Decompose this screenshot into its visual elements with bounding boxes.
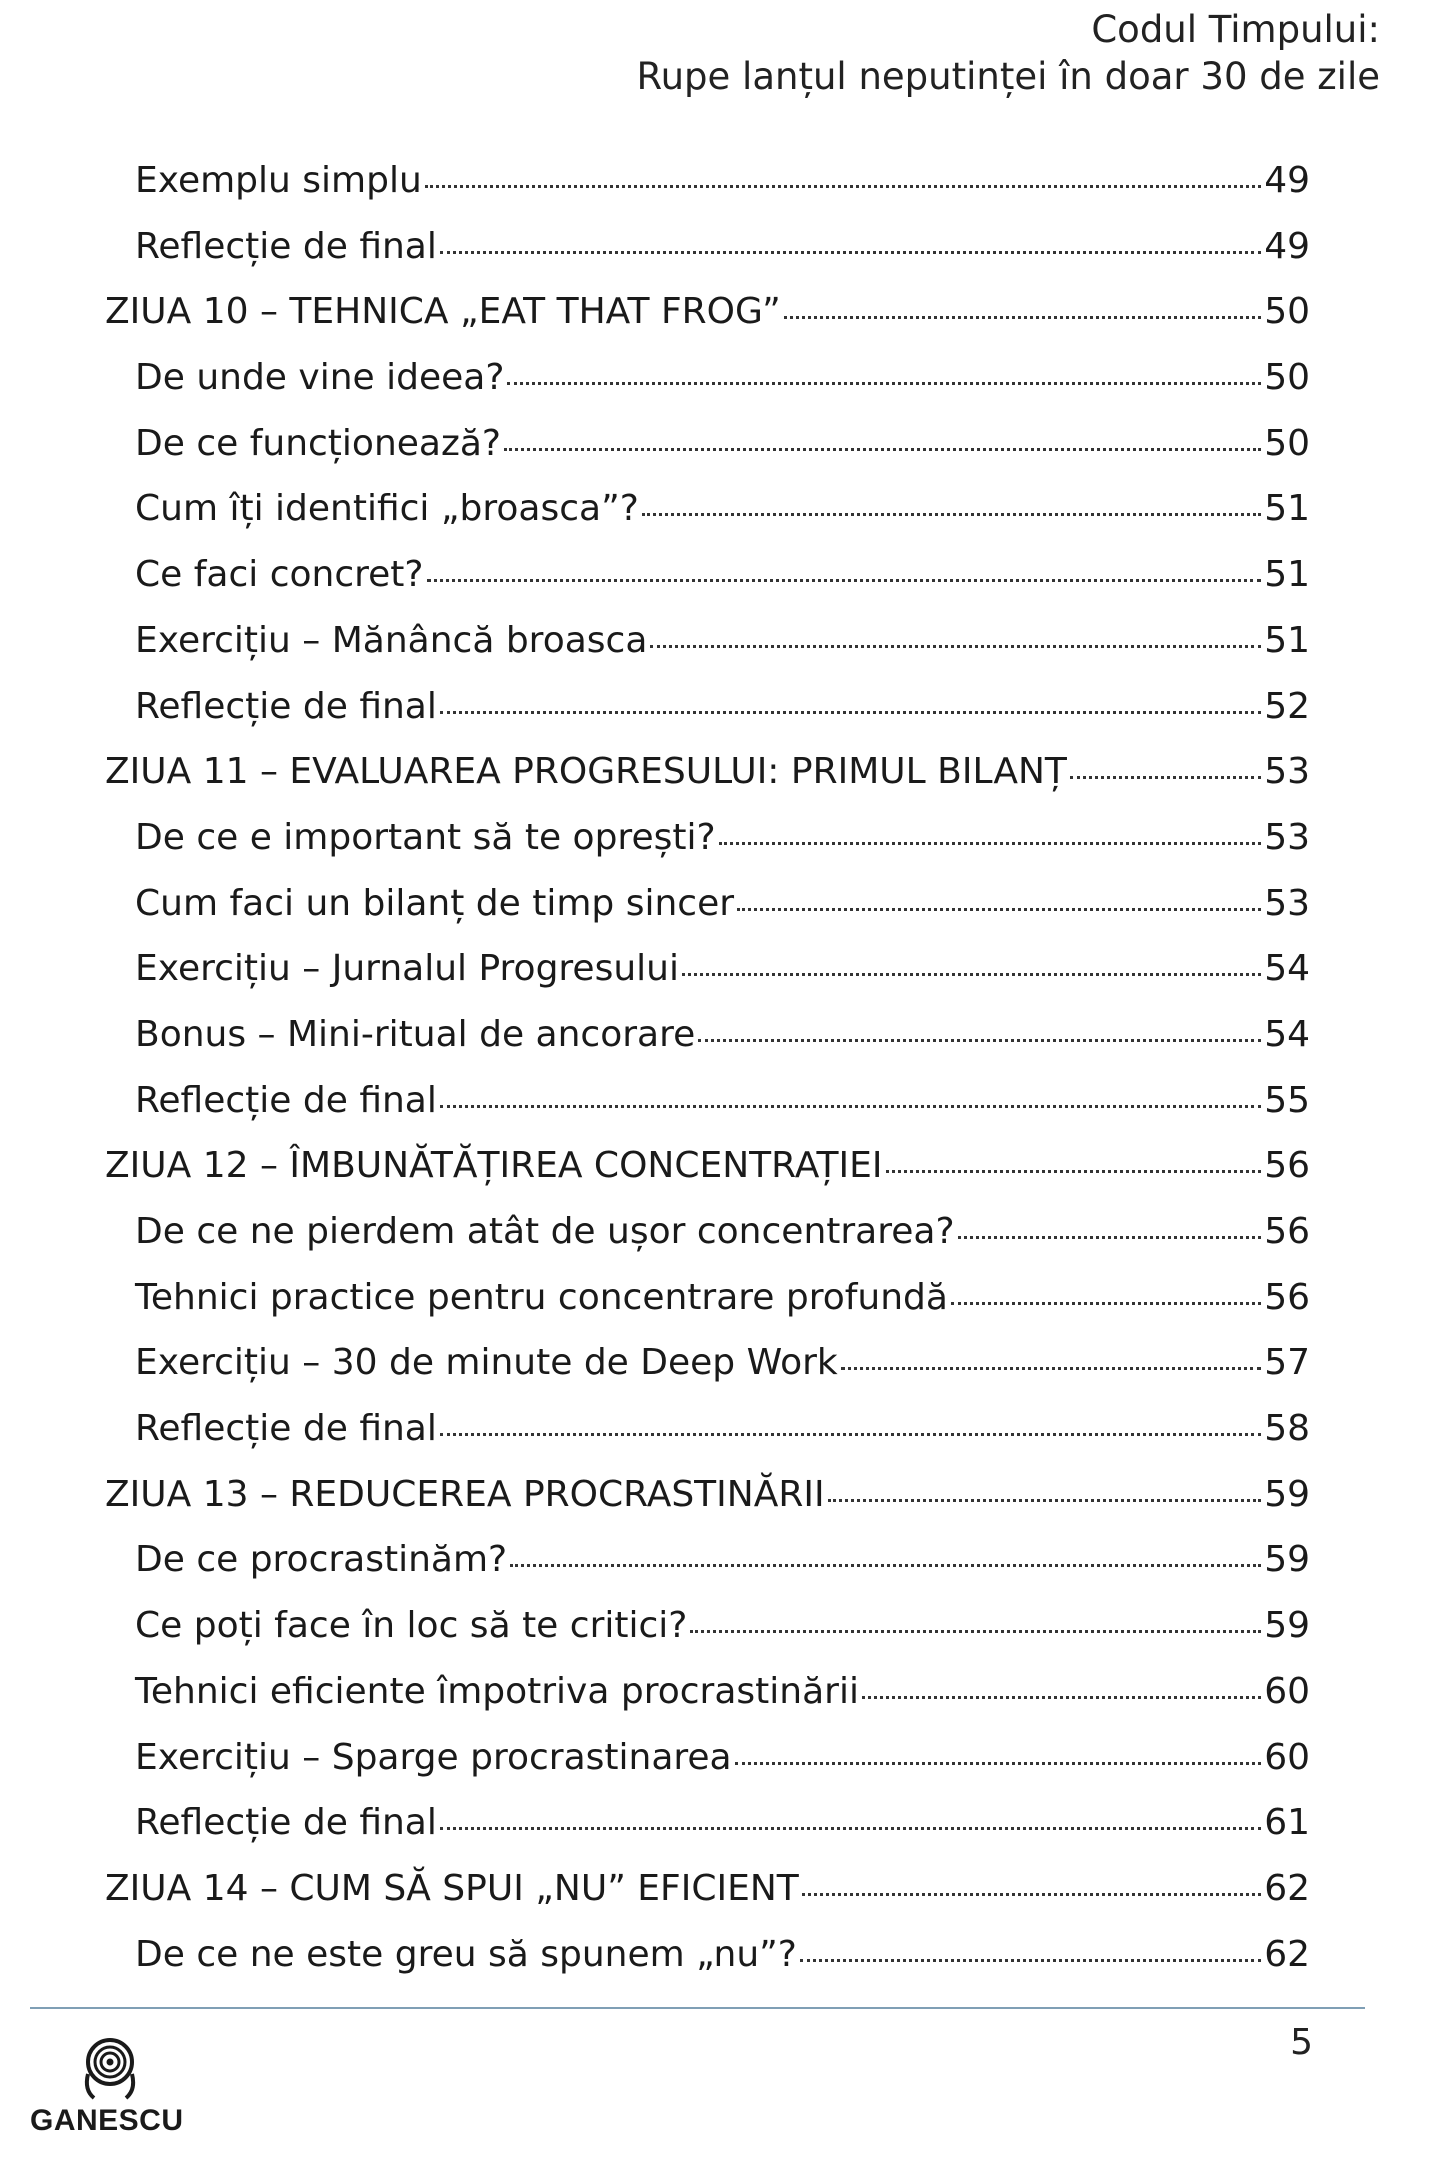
toc-dot-leader: [862, 1680, 1261, 1699]
toc-dot-leader: [958, 1220, 1262, 1239]
page-number: 5: [1290, 2022, 1313, 2063]
toc-dot-leader: [507, 366, 1261, 385]
toc-dot-leader: [951, 1286, 1261, 1305]
toc-dot-leader: [425, 169, 1261, 188]
toc-entry-label: De ce ne este greu să spunem „nu”?: [135, 1933, 797, 1975]
toc-entry-label: Exemplu simplu: [135, 160, 422, 201]
toc-section-entry[interactable]: [105, 148, 1310, 214]
toc-entry-page: 59: [1264, 1605, 1310, 1647]
toc-entry-page: 57: [1264, 1342, 1310, 1384]
footer-divider: [30, 2007, 1365, 2009]
toc-entry-label: Exercițiu – Mănâncă broasca: [135, 619, 648, 661]
toc-dot-leader: [440, 1089, 1261, 1108]
toc-entry-page: 54: [1264, 1013, 1310, 1055]
toc-entry-page: 49: [1264, 225, 1310, 267]
toc-dot-leader: [841, 1351, 1261, 1370]
toc-dot-leader: [650, 629, 1261, 648]
toc-entry-label: Reflecție de final: [135, 225, 437, 267]
toc-dot-leader: [886, 1154, 1262, 1173]
toc-entry-label: Exercițiu – Jurnalul Progresului: [135, 948, 679, 990]
toc-dot-leader: [510, 1548, 1261, 1567]
toc-entry-page: 59: [1264, 1473, 1310, 1515]
toc-entry-label: De ce procrastinăm?: [135, 1539, 508, 1581]
book-subtitle: Rupe lanțul neputinței în doar 30 de zile: [636, 55, 1380, 98]
toc-entry-page: 56: [1264, 1145, 1310, 1187]
toc-dot-leader: [427, 563, 1262, 582]
toc-entry-page: 56: [1264, 1211, 1310, 1252]
toc-entry-label: Tehnici practice pentru concentrare profundă: [135, 1276, 948, 1318]
toc-entry-label: Ce poți face în loc să te critici?: [135, 1605, 688, 1647]
toc-entry-page: 51: [1264, 619, 1310, 661]
toc-entry-label: Tehnici eficiente împotriva procrastinării: [135, 1670, 859, 1712]
toc-entry-page: 53: [1264, 882, 1310, 924]
toc-section-entry[interactable]: [105, 1659, 1310, 1725]
toc-dot-leader: [737, 892, 1261, 911]
toc-dot-leader: [719, 826, 1262, 845]
toc-entry-label: De ce funcționează?: [135, 422, 502, 464]
toc-section-entry[interactable]: [105, 1068, 1310, 1134]
publisher-logo: [30, 2034, 190, 2138]
toc-entry-label: Reflecție de final: [135, 1079, 437, 1121]
toc-entry-label: ZIUA 13 – REDUCEREA PROCRASTINĂRII: [105, 1473, 825, 1515]
toc-dot-leader: [802, 1877, 1261, 1896]
toc-entry-label: Reflecție de final: [135, 1408, 437, 1450]
toc-chapter-entry[interactable]: [105, 1856, 1310, 1922]
fingerprint-head-icon: [80, 2034, 140, 2100]
book-title: Codul Timpului:: [1091, 8, 1380, 51]
toc-entry-label: Bonus – Mini-ritual de ancorare: [135, 1013, 696, 1055]
toc-chapter-entry[interactable]: [105, 279, 1310, 345]
toc-dot-leader: [690, 1614, 1261, 1633]
toc-section-entry[interactable]: [105, 411, 1310, 477]
toc-entry-page: 60: [1264, 1736, 1310, 1778]
toc-chapter-entry[interactable]: [105, 1462, 1310, 1528]
toc-entry-label: De ce e important să te oprești?: [135, 816, 716, 858]
toc-dot-leader: [784, 300, 1261, 319]
toc-entry-page: 50: [1264, 357, 1310, 399]
toc-entry-label: ZIUA 12 – ÎMBUNĂTĂȚIREA CONCENTRAȚIEI: [105, 1145, 883, 1187]
toc-dot-leader: [440, 695, 1261, 714]
toc-entry-page: 51: [1264, 488, 1310, 530]
toc-section-entry[interactable]: [105, 1922, 1310, 1988]
toc-entry-label: Reflecție de final: [135, 1802, 437, 1844]
toc-entry-page: 61: [1264, 1802, 1310, 1844]
toc-entry-label: Exercițiu – 30 de minute de Deep Work: [135, 1342, 838, 1384]
toc-section-entry[interactable]: [105, 1330, 1310, 1396]
toc-section-entry[interactable]: [105, 345, 1310, 411]
toc-entry-page: 53: [1264, 816, 1310, 858]
toc-dot-leader: [1070, 760, 1261, 779]
toc-section-entry[interactable]: [105, 871, 1310, 937]
toc-entry-label: De unde vine ideea?: [135, 357, 505, 399]
toc-entry-page: 55: [1264, 1079, 1310, 1121]
toc-dot-leader: [735, 1746, 1262, 1765]
toc-entry-page: 49: [1264, 160, 1310, 201]
toc-entry-page: 54: [1264, 948, 1310, 990]
toc-entry-page: 58: [1264, 1408, 1310, 1450]
toc-section-entry[interactable]: [105, 674, 1310, 740]
toc-entry-page: 52: [1264, 685, 1310, 727]
toc-section-entry[interactable]: [105, 1527, 1310, 1593]
toc-entry-label: Exercițiu – Sparge procrastinarea: [135, 1736, 732, 1778]
toc-entry-page: 59: [1264, 1539, 1310, 1581]
toc-entry-page: 51: [1264, 554, 1310, 596]
toc-section-entry[interactable]: [105, 936, 1310, 1002]
toc-dot-leader: [440, 1417, 1261, 1436]
toc-entry-page: 50: [1264, 422, 1310, 464]
toc-entry-label: Ce faci concret?: [135, 554, 424, 596]
toc-entry-label: De ce ne pierdem atât de ușor concentrarea?: [135, 1211, 955, 1252]
toc-dot-leader: [698, 1023, 1261, 1042]
toc-entry-label: Cum îți identifici „broasca”?: [135, 488, 639, 530]
toc-section-entry[interactable]: [105, 1396, 1310, 1462]
table-of-contents: [105, 148, 1310, 1987]
toc-entry-page: 62: [1264, 1933, 1310, 1975]
toc-section-entry[interactable]: [105, 1265, 1310, 1331]
toc-section-entry[interactable]: [105, 805, 1310, 871]
toc-dot-leader: [682, 957, 1261, 976]
toc-dot-leader: [800, 1943, 1261, 1962]
toc-section-entry[interactable]: [105, 542, 1310, 608]
toc-section-entry[interactable]: [105, 1593, 1310, 1659]
toc-entry-label: ZIUA 10 – TEHNICA „EAT THAT FROG”: [105, 291, 781, 333]
page-header: [637, 6, 1380, 100]
toc-dot-leader: [828, 1483, 1262, 1502]
toc-entry-page: 62: [1264, 1867, 1310, 1909]
toc-section-entry[interactable]: [105, 214, 1310, 280]
toc-section-entry[interactable]: [105, 1199, 1310, 1265]
toc-section-entry[interactable]: [105, 1002, 1310, 1068]
toc-entry-label: ZIUA 14 – CUM SĂ SPUI „NU” EFICIENT: [105, 1867, 799, 1909]
toc-section-entry[interactable]: [105, 1790, 1310, 1856]
toc-entry-label: Cum faci un bilanț de timp sincer: [135, 882, 735, 924]
toc-dot-leader: [440, 235, 1261, 254]
toc-section-entry[interactable]: [105, 1725, 1310, 1791]
toc-entry-label: Reflecție de final: [135, 685, 437, 727]
toc-entry-page: 50: [1264, 291, 1310, 333]
toc-entry-page: 53: [1264, 751, 1310, 793]
toc-chapter-entry[interactable]: [105, 1133, 1310, 1199]
logo-text: GANESCU: [30, 2104, 184, 2137]
toc-section-entry[interactable]: [105, 476, 1310, 542]
toc-dot-leader: [642, 497, 1261, 516]
toc-entry-page: 56: [1264, 1276, 1310, 1318]
toc-chapter-entry[interactable]: [105, 739, 1310, 805]
toc-entry-label: ZIUA 11 – EVALUAREA PROGRESULUI: PRIMUL BILANȚ: [105, 751, 1067, 793]
toc-section-entry[interactable]: [105, 608, 1310, 674]
toc-dot-leader: [504, 432, 1261, 451]
toc-entry-page: 60: [1264, 1670, 1310, 1712]
toc-dot-leader: [440, 1811, 1261, 1830]
